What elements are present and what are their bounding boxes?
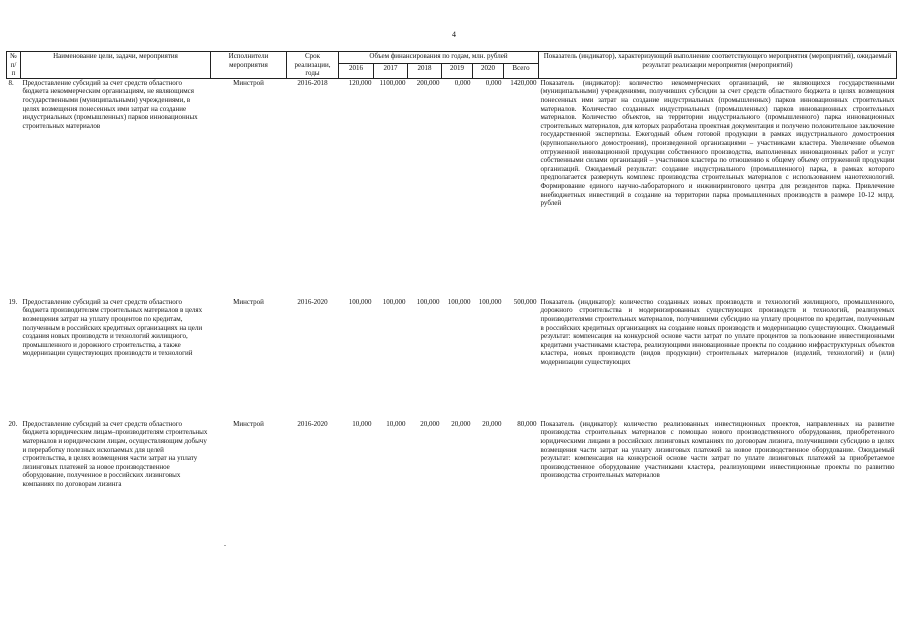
value-2019: 100,000 [447, 297, 471, 306]
row-number: 8. [8, 78, 14, 87]
executor: Минстрой [233, 297, 264, 306]
bottom-mark: . [224, 539, 226, 548]
indicator-text: Показатель (индикатор): количество созданных новых производств и технологий жилищного, промышленного, дорожного строительства и модернизированных существующих производств и технологий, реализуемых производителями строительных материалов, получившими субсидию на уплату процентов по кредитам, полученным в российских кредитных организациях на создание новых производств и модернизацию существующих. Ожидаемый результат: компенсация на конкурсной основе части затрат по уплате процентов за пользование инвестиционными кредитами участниками кластера, реализующими инновационные проекты по созданию инфраструктурных объектов кластера, новых производств (видов продукции) строительных материалов (изделий, технологий) и (или) модернизации существующих [540, 297, 895, 366]
term: 2016-2020 [297, 419, 328, 428]
header-indicator: Показатель (индикатор), характеризующий выполнение соответствующего мероприятия (мероприятий), ожидаемый результат реализации мероприятия (мероприятий) [539, 52, 897, 79]
header-year-2018: 2018 [408, 63, 442, 78]
program-activities-table [6, 51, 897, 525]
value-2019: 0,000 [454, 78, 471, 87]
table-row [7, 420, 897, 525]
header-year-2019: 2019 [442, 63, 473, 78]
table-row [7, 298, 897, 420]
value-total: 1420,000 [510, 78, 537, 87]
header-total: Всего [504, 63, 539, 78]
value-total: 500,000 [513, 297, 537, 306]
value-2020: 20,000 [482, 419, 502, 428]
value-2016: 120,000 [348, 78, 372, 87]
header-name: Наименование цели, задачи, мероприятия [21, 52, 211, 79]
value-total: 80,000 [517, 419, 537, 428]
table-row [7, 78, 897, 298]
value-2020: 0,000 [485, 78, 502, 87]
executor: Минстрой [233, 419, 264, 428]
value-2017: 100,000 [382, 297, 406, 306]
header-year-2020: 2020 [473, 63, 504, 78]
header-number: № п/п [7, 52, 21, 79]
page-mark: 4 [452, 30, 456, 39]
value-2017: 10,000 [386, 419, 406, 428]
value-2018: 200,000 [416, 78, 440, 87]
activity-name: Предоставление субсидий за счет средств областного бюджета производителям строительных материалов в целях возмещения затрат на уплату процентов по кредитам, полученным в российских кредитных организациях на цели создания новых производств и технологий жилищного, промышленного и дорожного строительства, а также модернизации существующих производств и технологий [22, 297, 203, 358]
indicator-text: Показатель (индикатор): количество реализованных инвестиционных проектов, направленных на развитие производства строительных материалов с помощью нового производственного оборудования, приобретенного юридическими лицами в российских лизинговых компаниях по договорам лизинга, получившими субсидию в целях возмещения части затрат на уплату лизинговых платежей за новое производственное оборудование. Ожидаемый результат: компенсация на конкурсной основе части затрат по уплате лизинговых платежей за приобретаемое производственное оборудование участниками кластера, реализующими инвестиционные проекты по развитию производства строительных материалов [540, 419, 895, 480]
value-2016: 100,000 [348, 297, 372, 306]
indicator-text: Показатель (индикатор): количество некоммерческих организаций, не являющихся государственными (муниципальными) учреждениями, получивших субсидии за счет средств областного бюджета в целях возмещения понесенных ими затрат на создание индустриальных (промышленных) парков инновационных строительных материалов. Количество созданных индустриальных (промышленных) парков инновационных строительных материалов. Количество объектов, на территории индустриального (промышленного) парка инновационных строительных материалов, для которых разработана проектная документация и получено положительное заключение государственной экспертизы. Ежегодный объем готовой продукции в рамках индустриального домостроения (крупнопанельного домостроения), произведенной организациями – участниками кластера. Увеличение объемов отгруженной инновационной продукции собственного производства, выполненных инновационных работ и услуг собственными силами организаций – участников кластера по отношению к общему объему отгруженной продукции организаций. Ожидаемый результат: создание индустриального (промышленного) парка, в рамках которого предполагается развернуть комплекс производства строительных материалов с использованием нанотехнологий. Формирование единого научно-лабораторного и инжинирингового центра для резидентов парка. Привлечение внебюджетных инвестиций в создание на территории парка промышленных производств в размере 10-12 млрд. рублей [540, 78, 895, 208]
activity-name: Предоставление субсидий за счет средств областного бюджета юридическим лицам–производителям строительных материалов и юридическим лицам, осуществляющим добычу и переработку полезных ископаемых для целей строительства, в целях возмещения части затрат на уплату лизинговых платежей за новое производственное оборудование, полученное в российских лизинговых компаниях по договорам лизинга [22, 419, 208, 488]
activity-name: Предоставление субсидий за счет средств областного бюджета некоммерческим организациям, не являющимся государственными (муниципальными) учреждениями, в целях возмещения понесенных ими затрат на создание индустриальных (промышленных) парков инновационных строительных материалов [22, 78, 198, 130]
row-number: 20. [8, 419, 18, 428]
row-number: 19. [8, 297, 18, 306]
header-term: Срок реализации, годы [287, 52, 339, 79]
header-executor: Исполнители мероприятия [211, 52, 287, 79]
value-2017: 1100,000 [379, 78, 406, 87]
term: 2016-2018 [297, 78, 328, 87]
value-2020: 100,000 [478, 297, 502, 306]
value-2018: 100,000 [416, 297, 440, 306]
value-2018: 20,000 [420, 419, 440, 428]
value-2016: 10,000 [352, 419, 372, 428]
header-year-2016: 2016 [339, 63, 374, 78]
value-2019: 20,000 [451, 419, 471, 428]
header-financing: Объем финансирования по годам, млн. рублей [339, 52, 539, 64]
term: 2016-2020 [297, 297, 328, 306]
executor: Минстрой [233, 78, 264, 87]
header-year-2017: 2017 [374, 63, 408, 78]
